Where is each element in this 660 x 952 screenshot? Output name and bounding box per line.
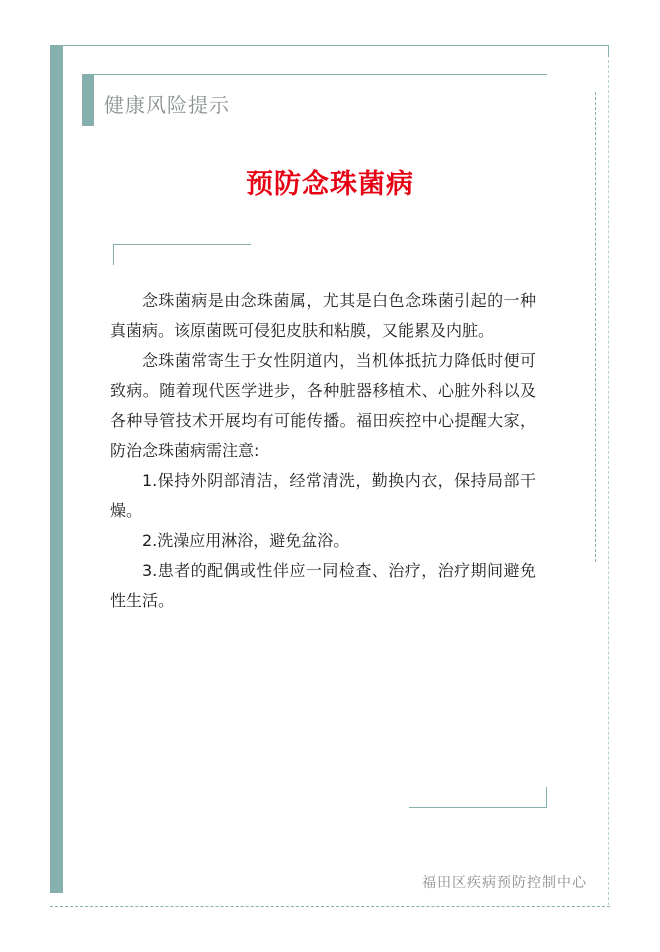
bottom-dashed-line [50,906,610,907]
bracket-top-left [113,244,251,265]
paragraph-cause: 念珠菌常寄生于女性阴道内，当机体抵抗力降低时便可致病。随着现代医学进步，各种脏器移植术、心脏外科以及各种导管技术开展均有可能传播。福田疾控中心提醒大家，防治念珠菌病需注意: [110,351,536,460]
paragraph-tip-1: 1.保持外阴部清洁，经常清洗，勤换内衣，保持局部干燥。 [110,471,536,520]
bracket-bottom-right [409,787,547,808]
page-title: 预防念珠菌病 [246,169,414,200]
paragraph-tip-2: 2.洗澡应用淋浴，避免盆浴。 [142,531,350,550]
top-border-line [63,45,608,46]
paragraph-tip-3: 3.患者的配偶或性伴应一同检查、治疗，治疗期间避免性生活。 [110,561,536,610]
footer-organization: 福田区疾病预防控制中心 [422,875,587,891]
category-title: 健康风险提示 [104,93,230,117]
header-accent-block [82,74,94,126]
right-border-tick [608,45,609,57]
article-body [110,286,536,616]
header-rule [94,74,547,75]
paragraph-intro: 念珠菌病是由念珠菌属，尤其是白色念珠菌引起的一种真菌病。该原菌既可侵犯皮肤和粘膜，又能累及内脏。 [110,291,536,340]
